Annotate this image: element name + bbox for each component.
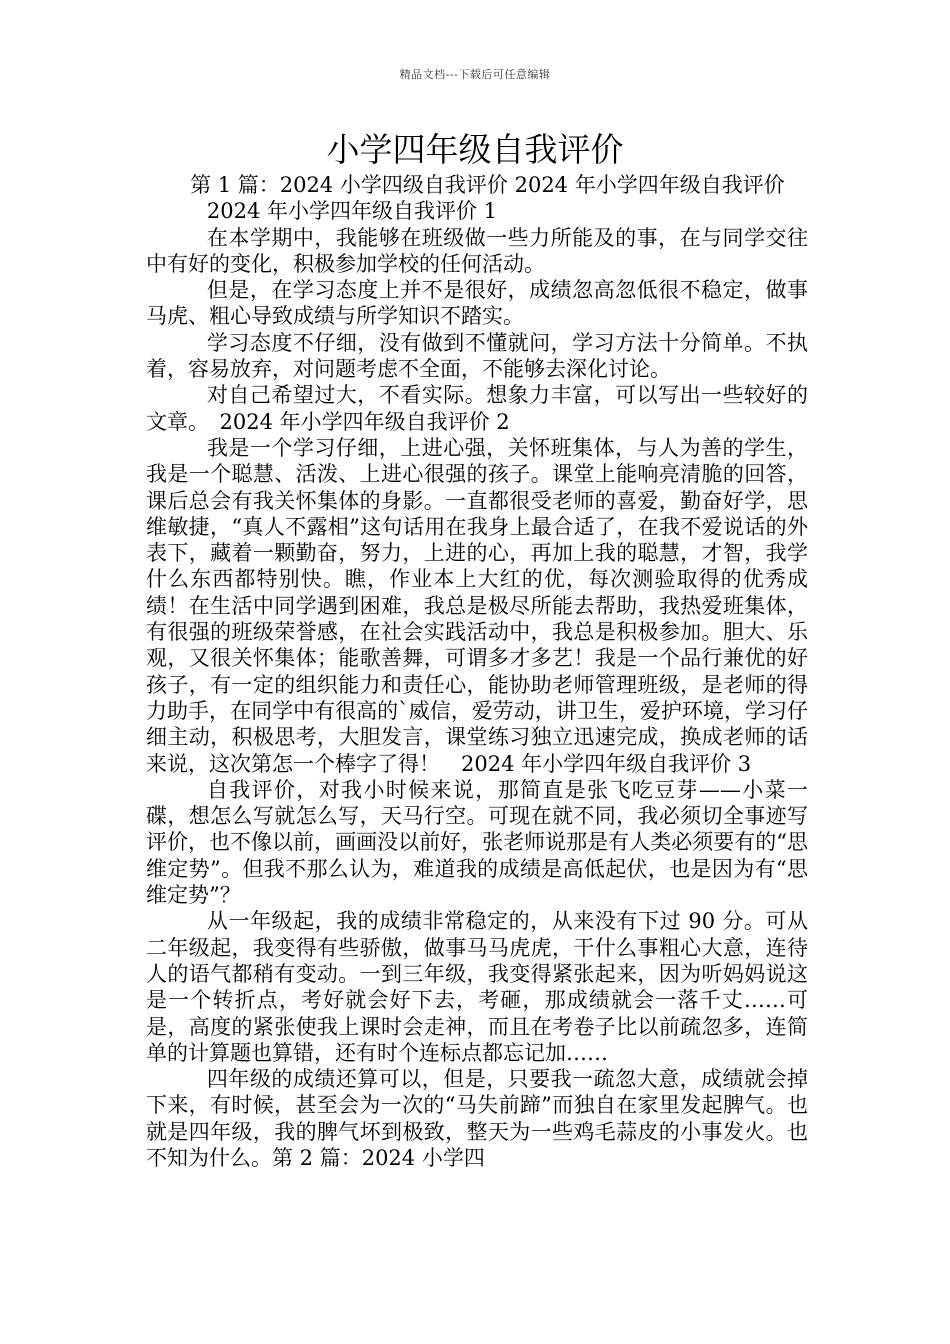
paragraph: 2024 年小学四年级自我评价 1 <box>206 199 498 224</box>
paragraph: 四年级的成绩还算可以，但是，只要我一疏忽大意，成绩就会掉下来，有时候，甚至会为一次的“马失前蹄”而独自在家里发起脾气。也就是四年级，我的脾气坏到极致，整天为一些鸡毛蒜皮的小事发火。也不知为什么。第 2 篇：2024 小学四 <box>146 1067 808 1170</box>
paragraph: 对自己希望过大，不看实际。想象力丰富，可以写出一些较好的文章。 2024 年小学四年级自我评价 2 <box>146 383 808 434</box>
paragraph: 从一年级起，我的成绩非常稳定的，从来没有下过 90 分。可从二年级起，我变得有些骄傲，做事马马虎虎，干什么事粗心大意，连待人的语气都稍有变动。一到三年级，我变得紧张起来，因为听妈妈说这是一个转折点，考好就会好下去，考砸，那成绩就会一落千丈……可是，高度的紧张使我上课时会走神，而且在考卷子比以前疏忽多，连简单的计算题也算错，还有时个连标点都忘记加…… <box>146 909 808 1065</box>
paragraph: 学习态度不仔细，没有做到不懂就问，学习方法十分简单。不执着，容易放弃，对问题考虑不全面，不能够去深化讨论。 <box>146 330 808 382</box>
page-header: 精品文档---下载后可任意编辑 <box>399 68 551 81</box>
paragraph: 第 1 篇：2024 小学四级自我评价 2024 年小学四年级自我评价 <box>190 173 785 197</box>
paragraph: 自我评价，对我小时候来说，那简直是张飞吃豆芽——小菜一碟，想怎么写就怎么写，天马行空。可现在就不同，我必须切全事迹写评价，也不像以前，画画没以前好，张老师说那是有人类必须要有的“思维定势”。但我不那么认为，难道我的成绩是高低起伏，也是因为有“思维定势”？ <box>146 777 808 908</box>
document-body <box>146 172 808 1171</box>
paragraph: 我是一个学习仔细，上进心强，关怀班集体，与人为善的学生，我是一个聪慧、活泼、上进心很强的孩子。课堂上能响亮清脆的回答，课后总会有我关怀集体的身影。一直都很受老师的喜爱，勤奋好学，思维敏捷，“真人不露相”这句话用在我身上最合适了，在我不爱说话的外表下，藏着一颗勤奋，努力，上进的心，再加上我的聪慧，才智，我学什么东西都特别快。瞧，作业本上大红的优，每次测验取得的优秀成绩！在生活中同学遇到困难，我总是极尽所能去帮助，我热爱班集体，有很强的班级荣誉感，在社会实践活动中，我总是积极参加。胆大、乐观，又很关怀集体；能歌善舞，可谓多才多艺！我是一个品行兼优的好孩子，有一定的组织能力和责任心，能协助老师管理班级，是老师的得力助手，在同学中有很高的`威信，爱劳动，讲卫生，爱护环境，学习仔细主动，积极思考，大胆发言，课堂练习独立迅速完成，换成老师的话来说，这次第怎一个棒字了得！ 2024 年小学四年级自我评价 3 <box>146 435 808 776</box>
paragraph: 但是，在学习态度上并不是很好，成绩忽高忽低很不稳定，做事马虎、粗心导致成绩与所学知识不踏实。 <box>146 278 808 329</box>
page-title: 小学四年级自我评价 <box>326 130 624 169</box>
paragraph: 在本学期中，我能够在班级做一些力所能及的事，在与同学交往中有好的变化，积极参加学校的任何活动。 <box>146 225 808 276</box>
